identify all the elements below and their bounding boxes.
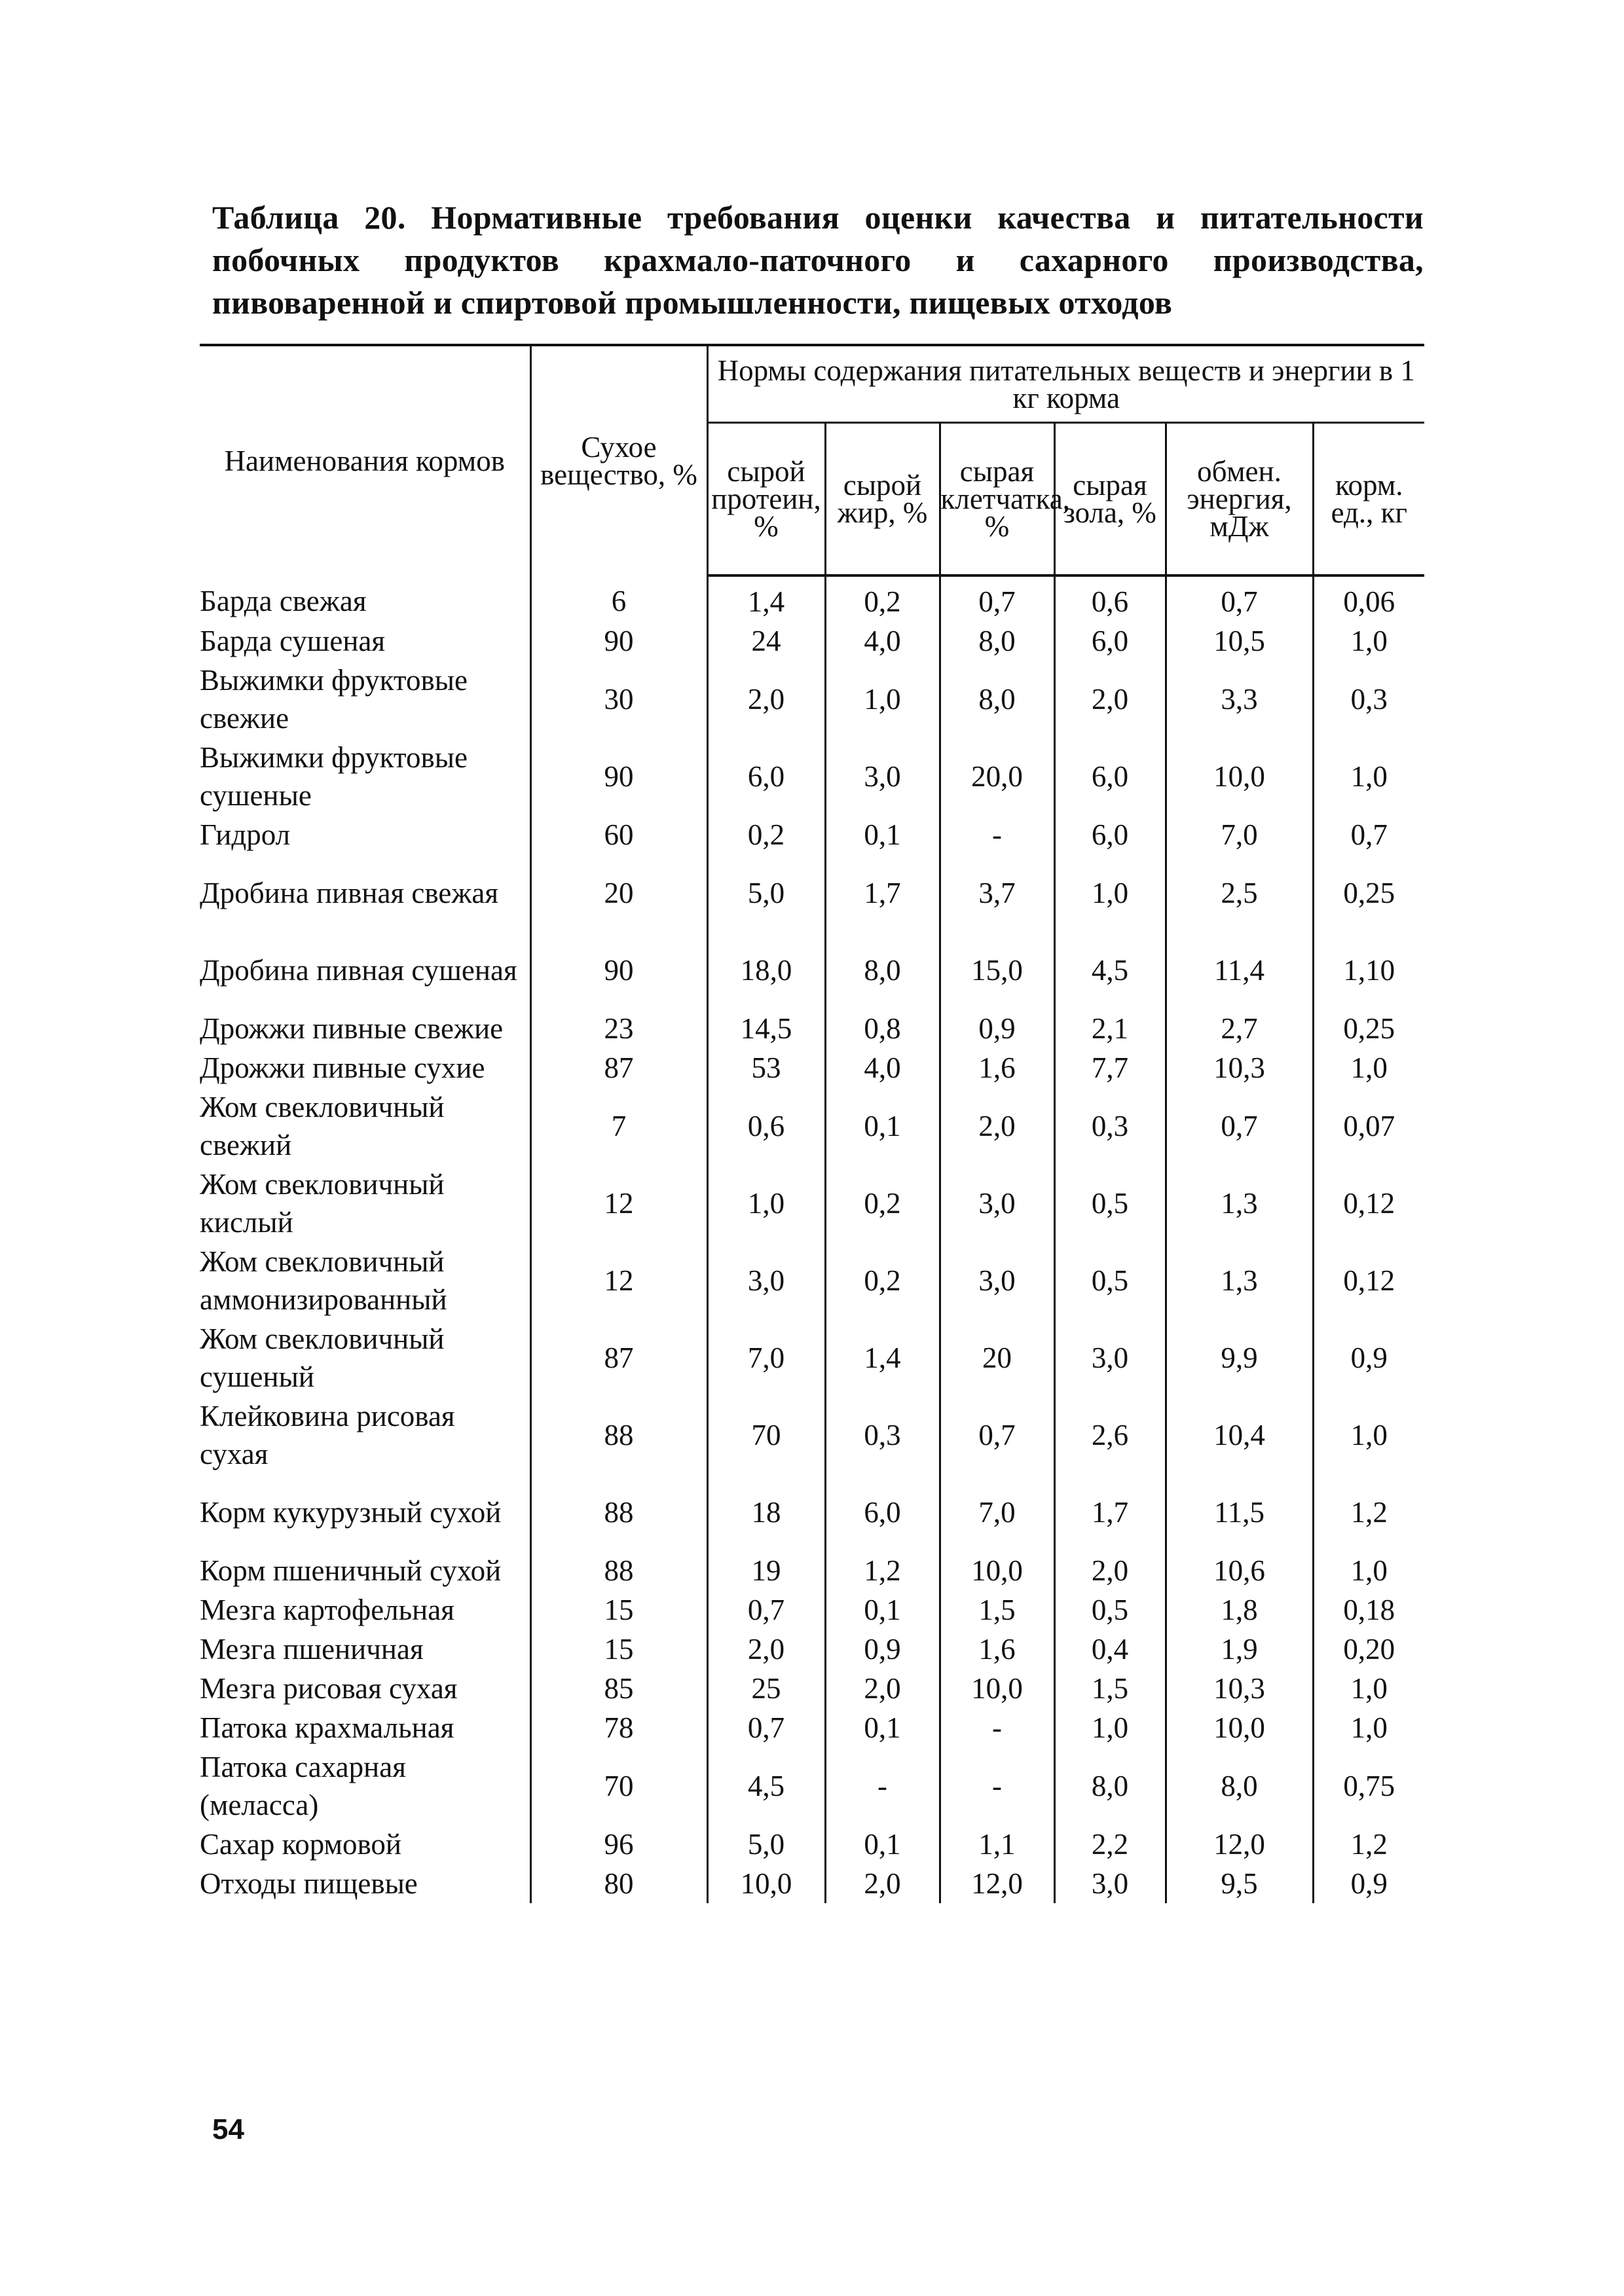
- protein-cell: 1,0: [707, 1165, 825, 1242]
- energy-cell: 9,9: [1166, 1319, 1313, 1396]
- feed-units-cell: 1,0: [1313, 1708, 1424, 1747]
- fiber-cell: 2,0: [940, 1087, 1054, 1165]
- fiber-cell: 1,5: [940, 1590, 1054, 1630]
- feed-name-cell: Барда свежая: [200, 585, 367, 617]
- ash-cell: 3,0: [1054, 1864, 1166, 1903]
- ash-cell: 0,6: [1054, 575, 1166, 621]
- ash-cell: 0,3: [1054, 1087, 1166, 1165]
- table-row: [200, 621, 1424, 661]
- energy-cell: 12,0: [1166, 1825, 1313, 1864]
- energy-cell: 10,6: [1166, 1551, 1313, 1590]
- table-caption: Таблица 20. Нормативные требования оценки качества и питательности побочных продуктов крахмало-паточного и сахарного производства, пивоваренной и спиртовой промышленности, пищевых отходов: [212, 199, 1424, 321]
- fiber-cell: 1,6: [940, 1048, 1054, 1087]
- fiber-cell: 8,0: [940, 621, 1054, 661]
- fiber-cell: -: [940, 815, 1054, 854]
- feed-units-cell: 0,9: [1313, 1319, 1424, 1396]
- feed-units-cell: 0,06: [1313, 575, 1424, 621]
- protein-cell: 0,6: [707, 1087, 825, 1165]
- table-row: [200, 1590, 1424, 1630]
- energy-cell: 8,0: [1166, 1747, 1313, 1825]
- fiber-cell: 3,0: [940, 1165, 1054, 1242]
- feed-units-cell: 0,3: [1313, 661, 1424, 738]
- fiber-cell: 7,0: [940, 1474, 1054, 1551]
- protein-cell: 5,0: [707, 1825, 825, 1864]
- fiber-cell: 20: [940, 1319, 1054, 1396]
- feed-name-cell: Отходы пищевые: [200, 1867, 418, 1900]
- energy-cell: 11,4: [1166, 932, 1313, 1009]
- energy-cell: 0,7: [1166, 1087, 1313, 1165]
- ash-cell: 6,0: [1054, 815, 1166, 854]
- protein-cell: 19: [707, 1551, 825, 1590]
- header-crude-protein: сырой протеин, %: [707, 423, 825, 576]
- feed-name-cell: Выжимки фруктовые сушеные: [200, 741, 468, 812]
- table-row: [200, 1474, 1424, 1551]
- dry-matter-cell: 78: [530, 1708, 707, 1747]
- feed-units-cell: 1,0: [1313, 1551, 1424, 1590]
- feed-units-cell: 0,7: [1313, 815, 1424, 854]
- feed-name-cell: Жом свекловичный сушеный: [200, 1322, 445, 1393]
- fiber-cell: -: [940, 1708, 1054, 1747]
- dry-matter-cell: 90: [530, 621, 707, 661]
- fat-cell: 1,7: [825, 854, 940, 932]
- fiber-cell: 10,0: [940, 1669, 1054, 1708]
- fiber-cell: 1,1: [940, 1825, 1054, 1864]
- fat-cell: 1,2: [825, 1551, 940, 1590]
- protein-cell: 24: [707, 621, 825, 661]
- feed-units-cell: 1,0: [1313, 1396, 1424, 1474]
- protein-cell: 18: [707, 1474, 825, 1551]
- table-row: [200, 1864, 1424, 1903]
- fiber-cell: 20,0: [940, 738, 1054, 815]
- table-body: [200, 575, 1424, 1903]
- feed-name-cell: Жом свекловичный аммонизированный: [200, 1245, 447, 1316]
- energy-cell: 2,5: [1166, 854, 1313, 932]
- ash-cell: 1,7: [1054, 1474, 1166, 1551]
- protein-cell: 18,0: [707, 932, 825, 1009]
- table-row: [200, 815, 1424, 854]
- fat-cell: 1,0: [825, 661, 940, 738]
- ash-cell: 2,0: [1054, 661, 1166, 738]
- header-metabolic-energy: обмен. энергия, мДж: [1166, 423, 1313, 576]
- feed-name-cell: Патока крахмальная: [200, 1711, 454, 1744]
- ash-cell: 0,5: [1054, 1242, 1166, 1319]
- dry-matter-cell: 90: [530, 932, 707, 1009]
- feed-units-cell: 0,12: [1313, 1165, 1424, 1242]
- feed-name-cell: Жом свекловичный кислый: [200, 1168, 445, 1239]
- dry-matter-cell: 12: [530, 1242, 707, 1319]
- fat-cell: 8,0: [825, 932, 940, 1009]
- table-row: [200, 1551, 1424, 1590]
- header-feed-units: корм. ед., кг: [1313, 423, 1424, 576]
- table-row: [200, 1396, 1424, 1474]
- table-row: [200, 1747, 1424, 1825]
- fat-cell: 0,1: [825, 1087, 940, 1165]
- energy-cell: 0,7: [1166, 575, 1313, 621]
- feed-units-cell: 0,12: [1313, 1242, 1424, 1319]
- page-number: 54: [212, 2113, 244, 2145]
- feed-name-cell: Жом свекловичный свежий: [200, 1091, 445, 1161]
- energy-cell: 10,0: [1166, 1708, 1313, 1747]
- protein-cell: 1,4: [707, 575, 825, 621]
- fat-cell: 0,9: [825, 1630, 940, 1669]
- protein-cell: 2,0: [707, 1630, 825, 1669]
- fat-cell: 0,1: [825, 1825, 940, 1864]
- fiber-cell: 15,0: [940, 932, 1054, 1009]
- feed-units-cell: 0,25: [1313, 854, 1424, 932]
- dry-matter-cell: 85: [530, 1669, 707, 1708]
- protein-cell: 4,5: [707, 1747, 825, 1825]
- fiber-cell: 8,0: [940, 661, 1054, 738]
- energy-cell: 1,3: [1166, 1165, 1313, 1242]
- ash-cell: 2,0: [1054, 1551, 1166, 1590]
- energy-cell: 1,8: [1166, 1590, 1313, 1630]
- energy-cell: 9,5: [1166, 1864, 1313, 1903]
- feed-name-cell: Выжимки фруктовые свежие: [200, 664, 468, 735]
- table-row: [200, 1087, 1424, 1165]
- feed-units-cell: 1,10: [1313, 932, 1424, 1009]
- ash-cell: 8,0: [1054, 1747, 1166, 1825]
- feed-name-cell: Корм пшеничный сухой: [200, 1554, 502, 1587]
- dry-matter-cell: 88: [530, 1474, 707, 1551]
- fat-cell: 0,8: [825, 1009, 940, 1048]
- fat-cell: 0,2: [825, 1242, 940, 1319]
- fiber-cell: 0,7: [940, 575, 1054, 621]
- table-row: [200, 1708, 1424, 1747]
- energy-cell: 10,5: [1166, 621, 1313, 661]
- fat-cell: 0,1: [825, 1590, 940, 1630]
- dry-matter-cell: 20: [530, 854, 707, 932]
- fiber-cell: 12,0: [940, 1864, 1054, 1903]
- energy-cell: 1,9: [1166, 1630, 1313, 1669]
- energy-cell: 10,0: [1166, 738, 1313, 815]
- nutrition-table: [200, 344, 1424, 1903]
- dry-matter-cell: 15: [530, 1590, 707, 1630]
- protein-cell: 70: [707, 1396, 825, 1474]
- table-row: [200, 1825, 1424, 1864]
- header-crude-ash: сырая зола, %: [1054, 423, 1166, 576]
- energy-cell: 10,3: [1166, 1048, 1313, 1087]
- fiber-cell: 3,0: [940, 1242, 1054, 1319]
- ash-cell: 1,0: [1054, 1708, 1166, 1747]
- fat-cell: 4,0: [825, 621, 940, 661]
- header-dry-matter: Сухое вещество, %: [530, 345, 707, 575]
- ash-cell: 3,0: [1054, 1319, 1166, 1396]
- protein-cell: 14,5: [707, 1009, 825, 1048]
- dry-matter-cell: 87: [530, 1319, 707, 1396]
- feed-units-cell: 1,2: [1313, 1474, 1424, 1551]
- energy-cell: 1,3: [1166, 1242, 1313, 1319]
- fiber-cell: 0,7: [940, 1396, 1054, 1474]
- header-crude-fiber: сырая клетчатка, %: [940, 423, 1054, 576]
- table-row: [200, 661, 1424, 738]
- ash-cell: 4,5: [1054, 932, 1166, 1009]
- header-crude-fat: сырой жир, %: [825, 423, 940, 576]
- dry-matter-cell: 30: [530, 661, 707, 738]
- fiber-cell: -: [940, 1747, 1054, 1825]
- fat-cell: 6,0: [825, 1474, 940, 1551]
- energy-cell: 10,4: [1166, 1396, 1313, 1474]
- ash-cell: 0,5: [1054, 1590, 1166, 1630]
- fat-cell: 2,0: [825, 1669, 940, 1708]
- dry-matter-cell: 23: [530, 1009, 707, 1048]
- ash-cell: 2,2: [1054, 1825, 1166, 1864]
- table-row: [200, 932, 1424, 1009]
- feed-units-cell: 1,0: [1313, 738, 1424, 815]
- protein-cell: 53: [707, 1048, 825, 1087]
- energy-cell: 7,0: [1166, 815, 1313, 854]
- table-row: [200, 1630, 1424, 1669]
- dry-matter-cell: 87: [530, 1048, 707, 1087]
- ash-cell: 1,5: [1054, 1669, 1166, 1708]
- dry-matter-cell: 88: [530, 1396, 707, 1474]
- dry-matter-cell: 90: [530, 738, 707, 815]
- feed-name-cell: Дробина пивная свежая: [200, 877, 499, 909]
- fat-cell: 3,0: [825, 738, 940, 815]
- table-row: [200, 854, 1424, 932]
- ash-cell: 0,5: [1054, 1165, 1166, 1242]
- ash-cell: 7,7: [1054, 1048, 1166, 1087]
- dry-matter-cell: 88: [530, 1551, 707, 1590]
- fat-cell: 0,2: [825, 1165, 940, 1242]
- ash-cell: 2,6: [1054, 1396, 1166, 1474]
- protein-cell: 3,0: [707, 1242, 825, 1319]
- feed-units-cell: 0,25: [1313, 1009, 1424, 1048]
- ash-cell: 1,0: [1054, 854, 1166, 932]
- feed-name-cell: Дробина пивная сушеная: [200, 954, 517, 987]
- energy-cell: 10,3: [1166, 1669, 1313, 1708]
- table-row: [200, 1165, 1424, 1242]
- ash-cell: 2,1: [1054, 1009, 1166, 1048]
- feed-name-cell: Мезга пшеничная: [200, 1633, 424, 1666]
- fat-cell: 0,1: [825, 815, 940, 854]
- feed-name-cell: Клейковина рисовая сухая: [200, 1400, 455, 1470]
- feed-units-cell: 0,75: [1313, 1747, 1424, 1825]
- feed-units-cell: 0,07: [1313, 1087, 1424, 1165]
- fat-cell: 4,0: [825, 1048, 940, 1087]
- dry-matter-cell: 60: [530, 815, 707, 854]
- table-row: [200, 1319, 1424, 1396]
- ash-cell: 0,4: [1054, 1630, 1166, 1669]
- fat-cell: 0,1: [825, 1708, 940, 1747]
- protein-cell: 7,0: [707, 1319, 825, 1396]
- protein-cell: 0,2: [707, 815, 825, 854]
- table-row: [200, 1242, 1424, 1319]
- feed-name-cell: Барда сушеная: [200, 625, 386, 657]
- dry-matter-cell: 80: [530, 1864, 707, 1903]
- feed-units-cell: 0,20: [1313, 1630, 1424, 1669]
- feed-units-cell: 1,0: [1313, 1048, 1424, 1087]
- feed-name-cell: Сахар кормовой: [200, 1828, 402, 1861]
- fat-cell: -: [825, 1747, 940, 1825]
- feed-units-cell: 0,18: [1313, 1590, 1424, 1630]
- fiber-cell: 1,6: [940, 1630, 1054, 1669]
- table-row: [200, 1048, 1424, 1087]
- dry-matter-cell: 12: [530, 1165, 707, 1242]
- protein-cell: 0,7: [707, 1708, 825, 1747]
- feed-name-cell: Корм кукурузный сухой: [200, 1496, 502, 1529]
- table-row: [200, 738, 1424, 815]
- fiber-cell: 0,9: [940, 1009, 1054, 1048]
- fat-cell: 2,0: [825, 1864, 940, 1903]
- energy-cell: 11,5: [1166, 1474, 1313, 1551]
- fat-cell: 0,3: [825, 1396, 940, 1474]
- dry-matter-cell: 7: [530, 1087, 707, 1165]
- feed-units-cell: 1,0: [1313, 1669, 1424, 1708]
- protein-cell: 10,0: [707, 1864, 825, 1903]
- feed-name-cell: Мезга картофельная: [200, 1594, 454, 1626]
- header-norms-group: Нормы содержания питательных веществ и энергии в 1 кг корма: [707, 345, 1424, 423]
- protein-cell: 6,0: [707, 738, 825, 815]
- protein-cell: 5,0: [707, 854, 825, 932]
- table-row: [200, 1669, 1424, 1708]
- protein-cell: 0,7: [707, 1590, 825, 1630]
- feed-name-cell: Мезга рисовая сухая: [200, 1672, 458, 1705]
- feed-units-cell: 0,9: [1313, 1864, 1424, 1903]
- header-feed-name: Наименования кормов: [200, 345, 530, 575]
- feed-name-cell: Патока сахарная (меласса): [200, 1751, 406, 1821]
- dry-matter-cell: 70: [530, 1747, 707, 1825]
- energy-cell: 2,7: [1166, 1009, 1313, 1048]
- table-row: [200, 1009, 1424, 1048]
- feed-name-cell: Дрожжи пивные свежие: [200, 1012, 504, 1045]
- fat-cell: 0,2: [825, 575, 940, 621]
- fiber-cell: 3,7: [940, 854, 1054, 932]
- feed-name-cell: Дрожжи пивные сухие: [200, 1051, 485, 1084]
- protein-cell: 25: [707, 1669, 825, 1708]
- protein-cell: 2,0: [707, 661, 825, 738]
- dry-matter-cell: 96: [530, 1825, 707, 1864]
- fat-cell: 1,4: [825, 1319, 940, 1396]
- feed-units-cell: 1,0: [1313, 621, 1424, 661]
- dry-matter-cell: 15: [530, 1630, 707, 1669]
- energy-cell: 3,3: [1166, 661, 1313, 738]
- feed-units-cell: 1,2: [1313, 1825, 1424, 1864]
- feed-name-cell: Гидрол: [200, 818, 291, 851]
- ash-cell: 6,0: [1054, 621, 1166, 661]
- fiber-cell: 10,0: [940, 1551, 1054, 1590]
- ash-cell: 6,0: [1054, 738, 1166, 815]
- table-row: [200, 575, 1424, 621]
- dry-matter-cell: 6: [530, 575, 707, 621]
